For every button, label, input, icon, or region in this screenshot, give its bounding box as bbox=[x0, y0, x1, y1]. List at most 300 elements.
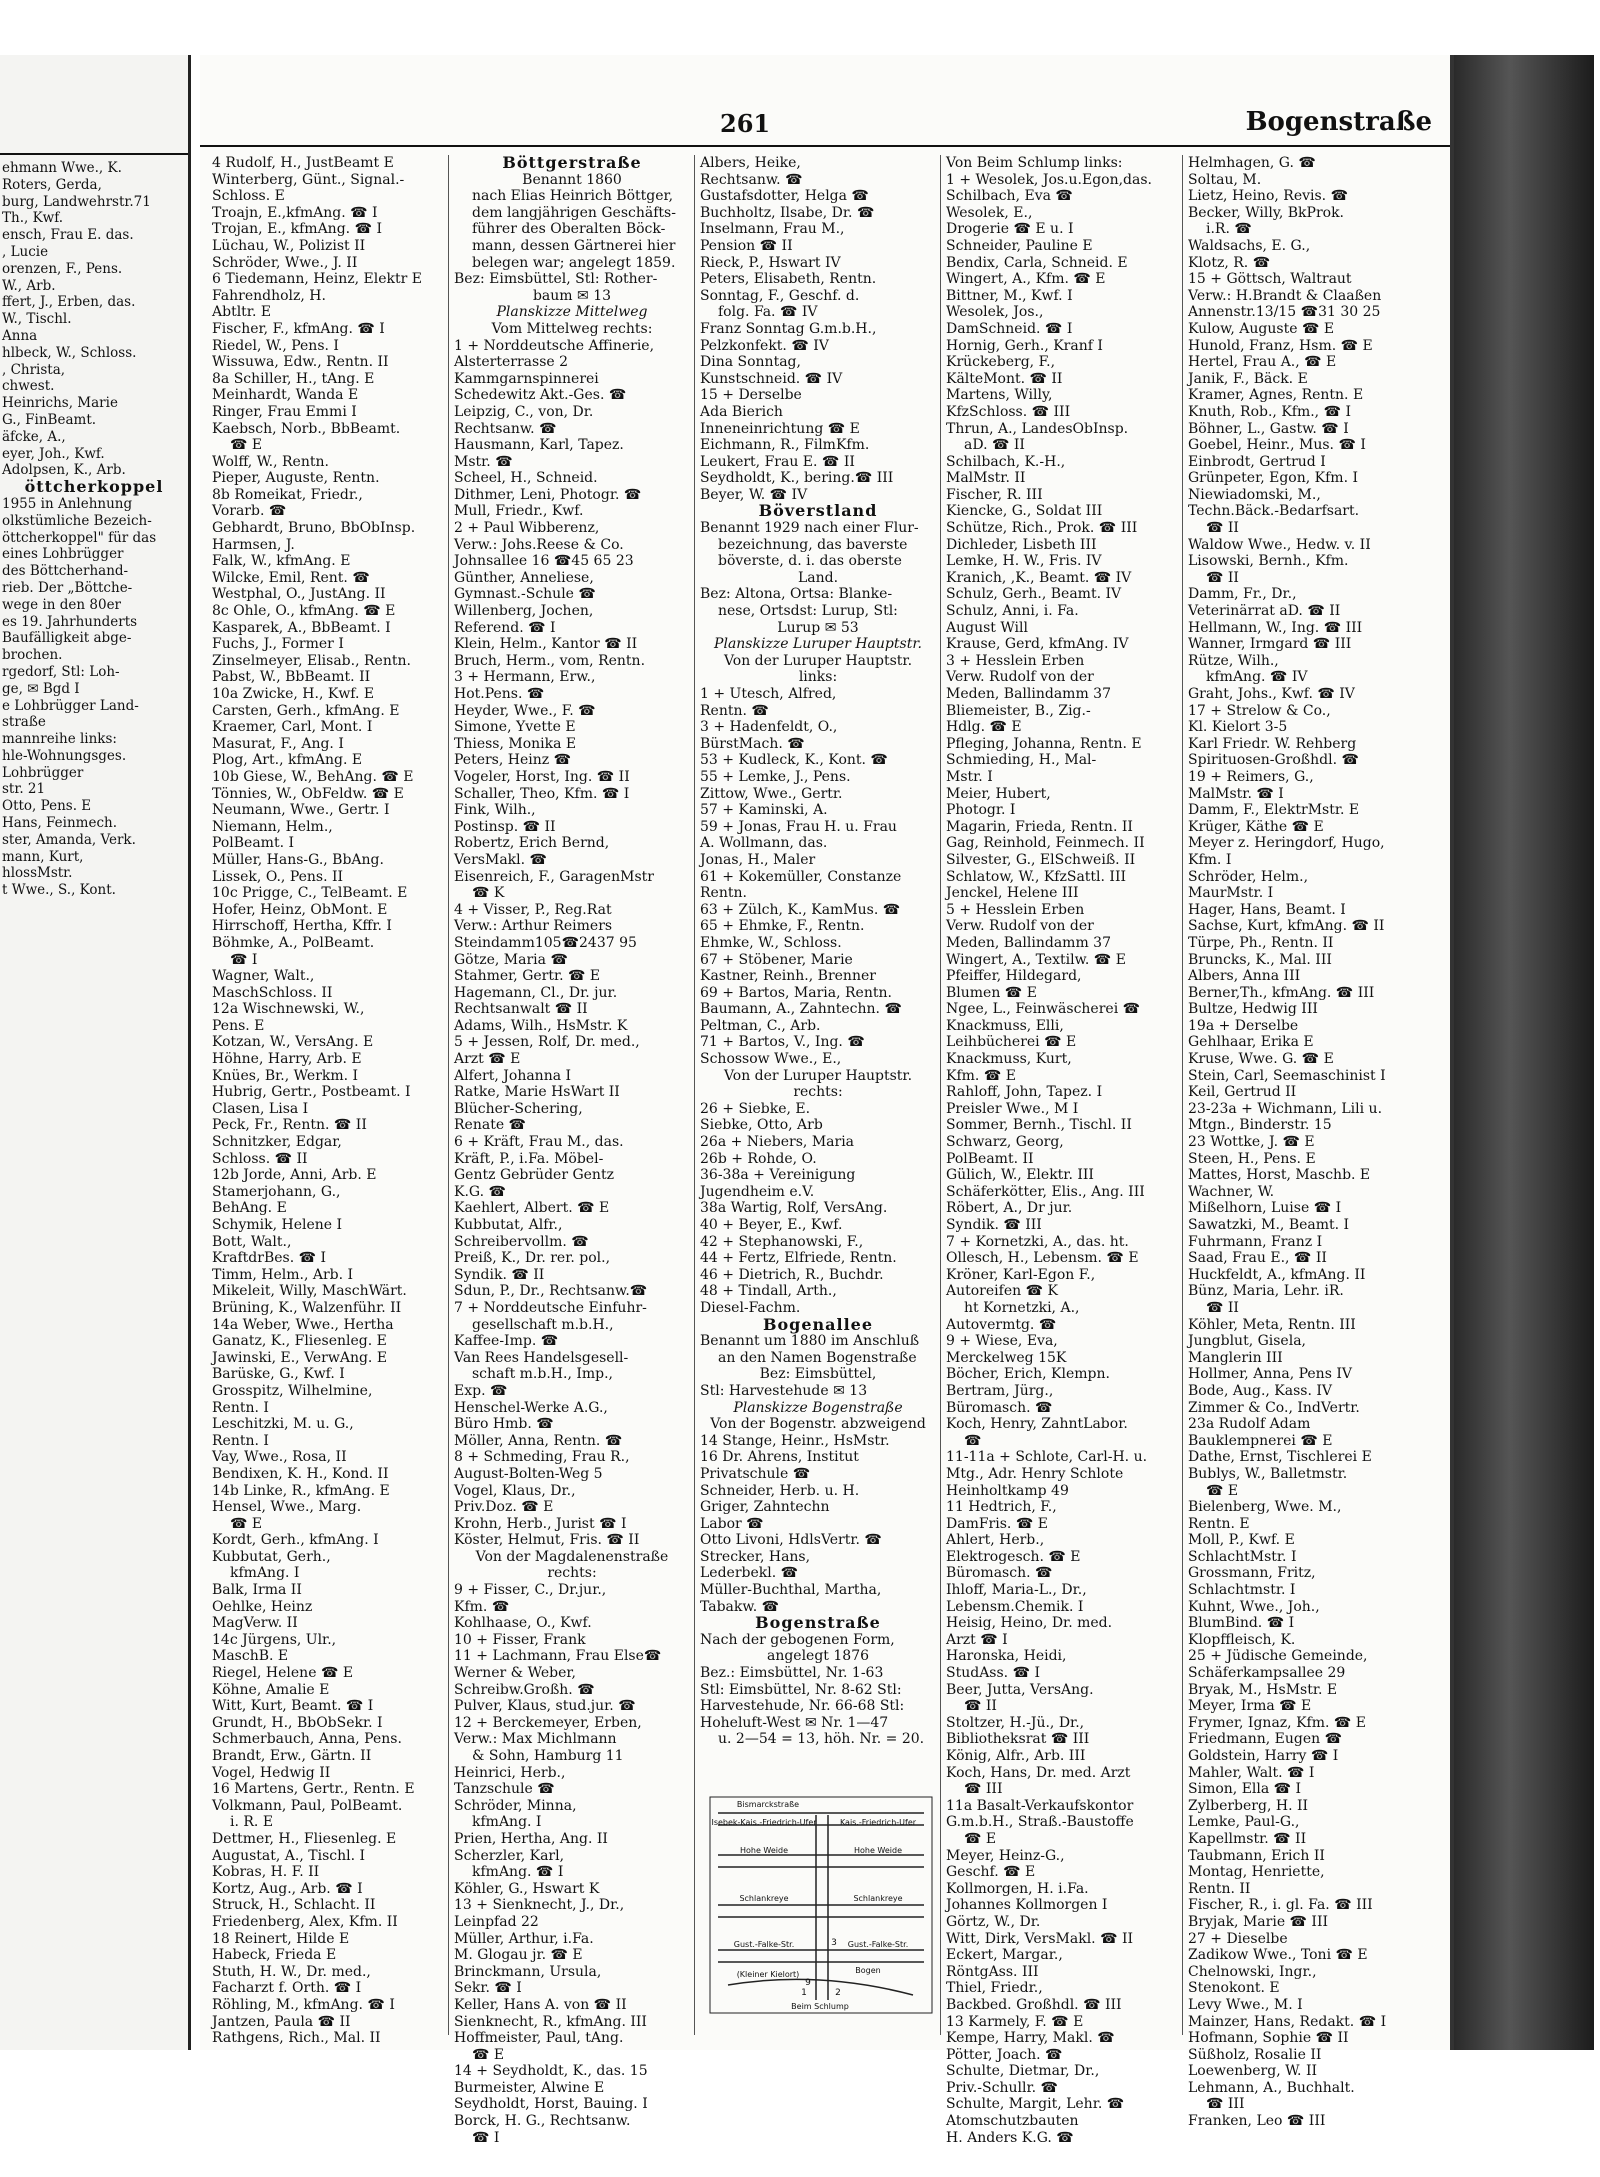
directory-entry: Meinhardt, Wanda E bbox=[212, 387, 359, 404]
directory-entry: Schröder, Minna, bbox=[454, 1797, 577, 1814]
directory-entry: Höhne, Harry, Arb. E bbox=[212, 1051, 362, 1068]
directory-entry: Knuth, Rob., Kfm., ☎ I bbox=[1188, 403, 1352, 420]
directory-entry: Peters, Heinz ☎ bbox=[454, 752, 572, 769]
directory-entry: Köhler, G., Hswart K bbox=[454, 1880, 600, 1897]
directory-entry: ☎ E bbox=[472, 2046, 505, 2063]
directory-entry: Wesolek, E., bbox=[946, 204, 1033, 221]
directory-entry: 11 + Lachmann, Frau Else☎ bbox=[454, 1648, 662, 1665]
directory-entry: eyer, Joh., Kwf. bbox=[2, 445, 105, 462]
directory-entry: Götze, Maria ☎ bbox=[454, 951, 568, 968]
directory-entry: August-Bolten-Weg 5 bbox=[454, 1465, 603, 1482]
directory-entry: Böhner, L., Gastw. ☎ I bbox=[1188, 420, 1349, 437]
directory-entry: Tabakw. ☎ bbox=[700, 1598, 780, 1615]
directory-entry: Schwarz, Georg, bbox=[946, 1134, 1064, 1151]
directory-entry: baum ✉ 13 bbox=[532, 287, 612, 304]
map-label: Kais.-Friedrich-Ufer bbox=[839, 1818, 917, 1827]
column-5 bbox=[1188, 155, 1440, 2130]
directory-entry: Meyer z. Heringdorf, Hugo, bbox=[1188, 835, 1385, 852]
directory-entry: 6 + Kräft, Frau M., das. bbox=[454, 1134, 624, 1151]
directory-entry: Balk, Irma II bbox=[212, 1582, 302, 1599]
directory-entry: Einbrodt, Gertrud I bbox=[1188, 453, 1326, 470]
directory-entry: Taubmann, Erich II bbox=[1188, 1847, 1325, 1864]
directory-entry: Krohn, Herb., Jurist ☎ I bbox=[454, 1515, 627, 1532]
directory-entry: Bultze, Hedwig III bbox=[1188, 1001, 1318, 1018]
directory-entry: DamFris. ☎ E bbox=[946, 1515, 1048, 1532]
directory-entry: Rathgens, Rich., Mal. II bbox=[212, 2030, 381, 2047]
directory-entry: kfmAng. ☎ IV bbox=[1206, 669, 1308, 686]
directory-entry: Thrun, A., LandesObInsp. bbox=[946, 420, 1129, 437]
directory-entry: Veterinärrat aD. ☎ II bbox=[1188, 603, 1341, 620]
directory-entry: 40 + Beyer, E., Kwf. bbox=[700, 1217, 843, 1233]
book-edge bbox=[1454, 55, 1594, 2050]
directory-entry: Schnitzker, Edgar, bbox=[212, 1134, 342, 1151]
directory-entry: 1 + Utesch, Alfred, bbox=[700, 686, 837, 702]
directory-entry: Struck, H., Schlacht. II bbox=[212, 1897, 376, 1914]
directory-entry: Gymnast.-Schule ☎ bbox=[454, 586, 596, 603]
directory-entry: Scherzler, Karl, bbox=[454, 1847, 565, 1864]
directory-entry: Fuhrmann, Franz I bbox=[1188, 1233, 1323, 1250]
directory-entry: 8b Romeikat, Friedr., bbox=[212, 486, 363, 503]
directory-entry: ☎ II bbox=[1206, 1299, 1239, 1316]
directory-entry: 11a Basalt-Verkaufskontor bbox=[946, 1797, 1134, 1814]
directory-entry: Troajn, E.,kfmAng. ☎ I bbox=[212, 204, 378, 221]
directory-entry: ☎ III bbox=[1206, 2096, 1245, 2113]
directory-entry: Klotz, R. ☎ bbox=[1188, 254, 1271, 271]
directory-entry: 6 Tiedemann, Heinz, Elektr E bbox=[212, 271, 422, 288]
directory-entry: des Böttcherhand- bbox=[2, 563, 129, 580]
directory-entry: Pension ☎ II bbox=[700, 237, 793, 254]
directory-entry: Martens, Willy, bbox=[946, 387, 1053, 404]
directory-entry: ☎ bbox=[964, 1432, 982, 1449]
directory-entry: Waldsachs, E. G., bbox=[1188, 237, 1311, 254]
directory-entry: Stuth, H. W., Dr. med., bbox=[212, 1963, 371, 1980]
directory-entry: Atomschutzbauten bbox=[946, 2113, 1079, 2130]
directory-entry: 48 + Tindall, Arth., bbox=[700, 1283, 837, 1300]
directory-page bbox=[200, 55, 1454, 2146]
directory-entry: KälteMont. ☎ II bbox=[946, 370, 1063, 387]
directory-entry: Schmerbauch, Anna, Pens. bbox=[212, 1731, 402, 1748]
directory-entry: VersMakl. ☎ bbox=[454, 851, 547, 868]
directory-entry: Niemann, Helm., bbox=[212, 818, 333, 835]
directory-entry: Tönnies, W., ObFeldw. ☎ E bbox=[212, 785, 404, 802]
directory-entry: Kobras, H. F. II bbox=[212, 1864, 320, 1881]
directory-entry: Nach der gebogenen Form, bbox=[700, 1631, 895, 1648]
directory-entry: Leipzig, C., von, Dr. bbox=[454, 403, 594, 420]
map-label: Hohe Weide bbox=[739, 1846, 789, 1855]
directory-entry: Meden, Ballindamm 37 bbox=[946, 934, 1111, 951]
directory-entry: 27 + Dieselbe bbox=[1188, 1930, 1288, 1947]
directory-entry: Schäferkampsallee 29 bbox=[1188, 1665, 1346, 1682]
street-heading: Bogenstraße bbox=[755, 1613, 881, 1633]
directory-entry: 9 + Wiese, Eva, bbox=[946, 1333, 1058, 1350]
directory-entry: Harvestehude, Nr. 66-68 Stl: bbox=[700, 1698, 905, 1715]
directory-entry: Friedenberg, Alex, Kfm. II bbox=[212, 1913, 398, 1930]
directory-entry: Kfm. I bbox=[1188, 851, 1232, 868]
directory-entry: Eckert, Margar., bbox=[946, 1947, 1063, 1964]
directory-entry: Stenokont. E bbox=[1188, 1980, 1280, 1997]
directory-entry: Schröder, Wwe., J. II bbox=[212, 254, 358, 271]
directory-entry: Borck, H. G., Rechtsanw. bbox=[454, 2113, 631, 2130]
directory-entry: ☎ I bbox=[472, 2129, 500, 2146]
directory-entry: Werner & Weber, bbox=[454, 1665, 576, 1682]
directory-entry: 7 + Norddeutsche Einfuhr- bbox=[454, 1299, 647, 1316]
directory-entry: Vogel, Klaus, Dr., bbox=[454, 1482, 576, 1499]
directory-entry: Mtg., Adr. Henry Schlote bbox=[946, 1465, 1124, 1482]
directory-entry: Bibliotheksrat ☎ III bbox=[946, 1731, 1090, 1748]
directory-entry: Schymik, Helene I bbox=[212, 1217, 343, 1233]
directory-entry: Kotzan, W., VersAng. E bbox=[212, 1034, 374, 1051]
directory-entry: Friedmann, Eugen ☎ bbox=[1188, 1731, 1343, 1748]
directory-entry: Geschf. ☎ E bbox=[946, 1864, 1036, 1881]
directory-entry: Schütze, Rich., Prok. ☎ III bbox=[946, 520, 1138, 537]
directory-entry: Bielenberg, Wwe. M., bbox=[1188, 1499, 1342, 1516]
directory-entry: Dichleder, Lisbeth III bbox=[946, 536, 1097, 553]
directory-entry: Koch, Henry, ZahntLabor. bbox=[946, 1416, 1128, 1433]
directory-entry: 12 + Berckemeyer, Erben, bbox=[454, 1714, 642, 1731]
directory-entry: Böhmke, A., PolBeamt. bbox=[212, 934, 375, 951]
directory-entry: Büro Hmb. ☎ bbox=[454, 1416, 554, 1433]
directory-entry: Steindamm105☎2437 95 bbox=[454, 934, 637, 951]
left-page-rule bbox=[0, 153, 188, 155]
directory-entry: Adams, Wilh., HsMstr. K bbox=[454, 1017, 628, 1034]
directory-entry: Peltman, C., Arb. bbox=[700, 1017, 821, 1034]
directory-entry: Müller-Buchthal, Martha, bbox=[700, 1582, 882, 1599]
directory-entry: 15 + Derselbe bbox=[700, 387, 802, 404]
directory-entry: Vogeler, Horst, Ing. ☎ II bbox=[454, 768, 630, 785]
directory-entry: 8 + Schmeding, Frau R., bbox=[454, 1449, 630, 1466]
directory-entry: Witt, Dirk, VersMakl. ☎ II bbox=[946, 1930, 1134, 1947]
directory-entry: Knackmuss, Elli, bbox=[946, 1017, 1064, 1034]
column-divider bbox=[694, 155, 695, 2035]
directory-entry: 11 Hedtrich, F., bbox=[946, 1499, 1057, 1516]
directory-entry: 8c Ohle, O., kfmAng. ☎ E bbox=[212, 603, 396, 620]
directory-entry: hlossMstr. bbox=[2, 865, 73, 882]
directory-entry: Klein, Helm., Kantor ☎ II bbox=[454, 636, 638, 653]
directory-entry: 46 + Dietrich, R., Buchdr. bbox=[700, 1266, 884, 1283]
directory-entry: MalMstr. II bbox=[946, 470, 1026, 487]
directory-entry: rechts: bbox=[793, 1084, 843, 1101]
directory-entry: i. R. E bbox=[230, 1814, 274, 1831]
directory-entry: Manglerin III bbox=[1188, 1349, 1283, 1366]
directory-entry: Stamerjohann, G., bbox=[212, 1183, 341, 1200]
directory-entry: Burmeister, Alwine E bbox=[454, 2079, 605, 2096]
directory-entry: & Sohn, Hamburg 11 bbox=[472, 1748, 624, 1764]
directory-entry: 53 + Kudleck, K., Kont. ☎ bbox=[700, 752, 888, 769]
directory-entry: Huckfeldt, A., kfmAng. II bbox=[1188, 1266, 1366, 1283]
directory-entry: mannreihe links: bbox=[2, 731, 117, 748]
map-house-number: 1 bbox=[801, 1988, 807, 1998]
directory-entry: Rentn. ☎ bbox=[700, 702, 769, 719]
directory-entry: burg, Landwehrstr.71 bbox=[2, 193, 151, 210]
directory-entry: Von der Luruper Hauptstr. bbox=[723, 1067, 913, 1084]
directory-entry: Keil, Gertrud II bbox=[1188, 1084, 1297, 1101]
directory-entry: RöntgAss. III bbox=[946, 1963, 1039, 1980]
directory-entry: Schlatow, W., KfzSattl. III bbox=[946, 868, 1127, 885]
directory-entry: Knackmuss, Kurt, bbox=[946, 1051, 1072, 1068]
directory-entry: schaft m.b.H., Imp., bbox=[472, 1366, 614, 1383]
directory-entry: 14b Linke, R., kfmAng. E bbox=[212, 1482, 390, 1499]
directory-entry: Heinholtkamp 49 bbox=[946, 1482, 1069, 1499]
directory-entry: Ringer, Frau Emmi I bbox=[212, 403, 357, 420]
directory-entry: Chelnowski, Ingr., bbox=[1188, 1963, 1317, 1980]
directory-entry: Dettmer, H., Fliesenleg. E bbox=[212, 1830, 397, 1847]
directory-entry: Kuhnt, Wwe., Joh., bbox=[1188, 1598, 1320, 1615]
directory-entry: Franz Sonntag G.m.b.H., bbox=[700, 320, 877, 337]
directory-entry: u. 2—54 = 13, höh. Nr. = 20. bbox=[718, 1731, 925, 1748]
directory-entry: 23-23a + Wichmann, Lili u. bbox=[1188, 1100, 1383, 1117]
street-heading: Böverstland bbox=[758, 501, 878, 521]
directory-entry: Büromasch. ☎ bbox=[946, 1399, 1053, 1416]
directory-entry: Silvester, G., ElSchweiß. II bbox=[946, 851, 1136, 868]
directory-entry: Henschel-Werke A.G., bbox=[454, 1399, 608, 1416]
directory-entry: orenzen, F., Pens. bbox=[2, 260, 123, 277]
directory-entry: Rütze, Wilh., bbox=[1188, 652, 1279, 669]
directory-entry: Labor ☎ bbox=[700, 1515, 764, 1532]
directory-entry: G., FinBeamt. bbox=[2, 411, 97, 428]
directory-entry: Leihbücherei ☎ E bbox=[946, 1034, 1077, 1051]
directory-entry: gesellschaft m.b.H., bbox=[472, 1316, 614, 1333]
directory-entry: Rentn. I bbox=[212, 1399, 269, 1416]
directory-entry: Knües, Br., Werkm. I bbox=[212, 1067, 359, 1084]
directory-entry: Schloss. E bbox=[212, 188, 285, 205]
directory-entry: Sienknecht, R., kfmAng. III bbox=[454, 2013, 647, 2030]
directory-entry: M. Glogau jr. ☎ E bbox=[454, 1947, 583, 1964]
directory-entry: an den Namen Bogenstraße bbox=[718, 1349, 917, 1366]
directory-entry: Kunstschneid. ☎ IV bbox=[700, 370, 843, 387]
directory-entry: 10c Prigge, C., TelBeamt. E bbox=[212, 885, 408, 902]
directory-entry: Masurat, F., Ang. I bbox=[212, 735, 344, 752]
directory-entry: Bruch, Herm., vom, Rentn. bbox=[454, 652, 646, 669]
directory-entry: Bez: Altona, Ortsa: Blanke- bbox=[700, 586, 893, 603]
directory-entry: Rechtsanwalt ☎ II bbox=[454, 1001, 588, 1018]
directory-entry: Pelzkonfekt. ☎ IV bbox=[700, 337, 829, 354]
directory-entry: Eichmann, R., FilmKfm. bbox=[700, 437, 870, 454]
directory-entry: Mstr. I bbox=[946, 768, 993, 785]
directory-entry: kfmAng. I bbox=[230, 1565, 300, 1582]
directory-entry: straße bbox=[2, 714, 46, 731]
directory-entry: , Christa, bbox=[2, 361, 66, 378]
directory-entry: Simone, Yvette E bbox=[454, 719, 576, 736]
directory-entry: Heinrici, Herb., bbox=[454, 1764, 566, 1781]
directory-entry: Pfeiffer, Hildegard, bbox=[946, 968, 1082, 985]
directory-entry: Thiess, Monika E bbox=[454, 735, 577, 752]
directory-entry: Gehlhaar, Erika E bbox=[1188, 1034, 1314, 1051]
directory-entry: ge, ✉ Bgd I bbox=[2, 680, 80, 697]
directory-entry: 3 + Hermann, Erw., bbox=[454, 669, 596, 686]
directory-entry: aD. ☎ II bbox=[964, 437, 1025, 454]
directory-entry: Schloss. ☎ II bbox=[212, 1150, 308, 1167]
directory-entry: Stahmer, Gertr. ☎ E bbox=[454, 968, 601, 985]
directory-entry: angelegt 1876 bbox=[766, 1648, 870, 1665]
directory-entry: BürstMach. ☎ bbox=[700, 735, 805, 752]
directory-entry: Krückeberg, F., bbox=[946, 354, 1056, 371]
directory-entry: ensch, Frau E. das. bbox=[2, 227, 134, 244]
directory-entry: Hagemann, Cl., Dr. jur. bbox=[454, 984, 618, 1001]
page-title: Bogenstraße bbox=[1245, 107, 1432, 137]
directory-entry: 4 + Visser, P., Reg.Rat bbox=[454, 901, 612, 918]
directory-entry: Exp. ☎ bbox=[454, 1382, 508, 1399]
directory-entry: Diesel-Fachm. bbox=[700, 1299, 801, 1316]
directory-entry: MalMstr. ☎ I bbox=[1188, 785, 1284, 802]
directory-entry: ☎ E bbox=[1206, 1482, 1239, 1499]
directory-entry: W., Arb. bbox=[2, 277, 56, 294]
directory-entry: Hoffmeister, Paul, tAng. bbox=[454, 2030, 624, 2047]
directory-entry: Franken, Leo ☎ III bbox=[1188, 2113, 1326, 2130]
directory-entry: Von Beim Schlump links: bbox=[946, 155, 1123, 171]
directory-entry: Dathe, Ernst, Tischlerei E bbox=[1188, 1449, 1372, 1466]
directory-entry: Sachse, Kurt, kfmAng. ☎ II bbox=[1188, 918, 1385, 935]
directory-entry: 44 + Fertz, Elfriede, Rentn. bbox=[700, 1250, 897, 1267]
directory-entry: MaurMstr. I bbox=[1188, 885, 1274, 902]
directory-entry: rechts: bbox=[547, 1565, 597, 1582]
directory-entry: Schäferkötter, Elis., Ang. III bbox=[946, 1183, 1145, 1200]
directory-entry: Frymer, Ignaz, Kfm. ☎ E bbox=[1188, 1714, 1366, 1731]
directory-entry: Benannt 1929 nach einer Flur- bbox=[700, 520, 919, 537]
directory-entry: 38a Wartig, Rolf, VersAng. bbox=[700, 1200, 888, 1217]
directory-entry: böverste, d. i. das oberste bbox=[718, 553, 902, 570]
directory-entry: 2 + Paul Wibberenz, bbox=[454, 520, 600, 537]
directory-entry: Kröner, Karl-Egon F., bbox=[946, 1266, 1096, 1283]
directory-entry: Verw.: Max Michlmann bbox=[454, 1731, 617, 1748]
directory-entry: Ahlert, Herb., bbox=[946, 1532, 1045, 1549]
directory-entry: BlumBind. ☎ I bbox=[1188, 1615, 1295, 1632]
directory-entry: Mainzer, Hans, Redakt. ☎ I bbox=[1188, 2013, 1387, 2030]
directory-entry: Arzt ☎ E bbox=[454, 1051, 521, 1068]
directory-entry: Haronska, Heidi, bbox=[946, 1648, 1067, 1665]
directory-entry: Schulte, Margit, Lehr. ☎ bbox=[946, 2096, 1125, 2113]
directory-entry: Goebel, Heinr., Mus. ☎ I bbox=[1188, 437, 1366, 454]
directory-entry: Augustat, A., Tischl. I bbox=[212, 1847, 366, 1864]
directory-entry: Leinpfad 22 bbox=[454, 1913, 539, 1930]
directory-entry: Ngee, L., Feinwäscherei ☎ bbox=[946, 1001, 1141, 1018]
column-divider bbox=[940, 155, 941, 2035]
directory-entry: 63 + Zülch, K., KamMus. ☎ bbox=[700, 901, 901, 918]
directory-entry: ffert, J., Erben, das. bbox=[2, 294, 136, 311]
directory-entry: Lissek, O., Pens. II bbox=[212, 868, 344, 885]
directory-entry: führer des Oberalten Böck- bbox=[472, 221, 666, 238]
directory-entry: Rechtsanw. ☎ bbox=[700, 171, 803, 188]
directory-entry: Fink, Wilh., bbox=[454, 802, 536, 819]
directory-entry: Helmhagen, G. ☎ bbox=[1188, 155, 1316, 171]
directory-entry: Montag, Henriette, bbox=[1188, 1864, 1325, 1881]
directory-entry: Roters, Gerda, bbox=[2, 176, 102, 193]
directory-entry: MagVerw. II bbox=[212, 1615, 298, 1632]
directory-entry: wege in den 80er bbox=[2, 596, 122, 613]
directory-entry: König, Alfr., Arb. III bbox=[946, 1748, 1086, 1764]
directory-entry: Brinckmann, Ursula, bbox=[454, 1963, 602, 1980]
map-house-number: 2 bbox=[835, 1988, 841, 1998]
directory-entry: 15 + Göttsch, Waltraut bbox=[1188, 271, 1352, 288]
directory-entry: Thiel, Friedr., bbox=[946, 1980, 1043, 1997]
directory-entry: Preiß, K., Dr. rer. pol., bbox=[454, 1250, 611, 1267]
directory-entry: str. 21 bbox=[2, 781, 46, 798]
directory-entry: Loewenberg, W. II bbox=[1188, 2063, 1318, 2080]
directory-entry: Schmieding, H., Mal- bbox=[946, 752, 1097, 769]
directory-entry: Ollesch, H., Lebensm. ☎ E bbox=[946, 1250, 1139, 1267]
directory-entry: Westphal, O., JustAng. II bbox=[212, 586, 386, 603]
directory-entry: dem langjährigen Geschäfts- bbox=[472, 204, 676, 221]
directory-entry: Heyder, Wwe., F. ☎ bbox=[454, 702, 596, 719]
directory-entry: Arzt ☎ I bbox=[946, 1631, 1008, 1648]
directory-entry: Hoheluft-West ✉ Nr. 1—47 bbox=[700, 1714, 889, 1731]
directory-entry: Hornig, Gerh., Kranf I bbox=[946, 337, 1103, 354]
directory-entry: Brandt, Erw., Gärtn. II bbox=[212, 1748, 372, 1764]
directory-entry: Verw.: Arthur Reimers bbox=[454, 918, 613, 935]
directory-entry: Planskizze Mittelweg bbox=[496, 304, 648, 321]
directory-entry: chwest. bbox=[2, 378, 55, 395]
directory-entry: ehmann Wwe., K. bbox=[2, 160, 122, 176]
directory-entry: 67 + Stöbener, Marie bbox=[700, 951, 853, 968]
directory-entry: bezeichnung, das baverste bbox=[718, 536, 908, 553]
directory-entry: es 19. Jahrhunderts bbox=[2, 613, 138, 630]
directory-entry: Dithmer, Leni, Photogr. ☎ bbox=[454, 486, 642, 503]
directory-entry: Inselmann, Frau M., bbox=[700, 221, 845, 238]
directory-entry: Heinrichs, Marie bbox=[2, 395, 118, 412]
directory-entry: 19a + Derselbe bbox=[1188, 1017, 1299, 1034]
directory-entry: Wanner, Irmgard ☎ III bbox=[1188, 636, 1352, 653]
directory-entry: Schneider, Herb. u. H. bbox=[700, 1482, 860, 1499]
directory-entry: Albers, Anna III bbox=[1188, 968, 1301, 985]
directory-entry: Kollmorgen, H. i.Fa. bbox=[946, 1880, 1089, 1897]
directory-entry: Inneneinrichtung ☎ E bbox=[700, 420, 860, 437]
directory-entry: 1 + Wesolek, Jos.u.Egon,das. bbox=[946, 171, 1152, 188]
directory-entry: 11-11a + Schlote, Carl-H. u. bbox=[946, 1449, 1148, 1466]
directory-entry: Lebensm.Chemik. I bbox=[946, 1598, 1084, 1615]
column-divider bbox=[448, 155, 449, 2035]
directory-entry: Schedewitz Akt.-Ges. ☎ bbox=[454, 387, 627, 404]
directory-entry: Leukert, Frau E. ☎ II bbox=[700, 453, 855, 470]
directory-entry: Kaebsch, Norb., BbBeamt. bbox=[212, 420, 401, 437]
directory-entry: Soltau, M. bbox=[1188, 171, 1262, 188]
directory-entry: Zadikow Wwe., Toni ☎ E bbox=[1188, 1947, 1368, 1964]
directory-entry: 14a Weber, Wwe., Hertha bbox=[212, 1316, 394, 1333]
column-4 bbox=[946, 155, 1178, 2146]
directory-entry: Jawinski, E., VerwAng. E bbox=[212, 1349, 388, 1366]
directory-entry: 59 + Jonas, Frau H. u. Frau bbox=[700, 818, 897, 835]
directory-entry: Müller, Hans-G., BbAng. bbox=[212, 851, 384, 868]
directory-entry: rieb. Der „Böttche- bbox=[2, 579, 133, 596]
directory-entry: Kraemer, Carl, Mont. I bbox=[212, 719, 373, 736]
directory-entry: 13 Karmely, F. ☎ E bbox=[946, 2013, 1084, 2030]
directory-entry: Fahrendholz, H. bbox=[212, 287, 326, 304]
directory-entry: i.R. ☎ bbox=[1206, 221, 1252, 238]
directory-entry: Kramer, Agnes, Rentn. E bbox=[1188, 387, 1364, 404]
directory-entry: Neumann, Wwe., Gertr. I bbox=[212, 802, 390, 819]
directory-entry: Becker, Willy, BkProk. bbox=[1188, 204, 1345, 221]
directory-entry: Preisler Wwe., M I bbox=[946, 1100, 1079, 1117]
directory-entry: Pulver, Klaus, stud.jur. ☎ bbox=[454, 1698, 636, 1715]
directory-entry: Renate ☎ bbox=[454, 1117, 526, 1134]
directory-entry: Schilbach, K.-H., bbox=[946, 453, 1066, 470]
directory-entry: Beer, Jutta, VersAng. bbox=[946, 1681, 1094, 1698]
directory-entry: Kruse, Wwe. G. ☎ E bbox=[1188, 1051, 1334, 1068]
directory-entry: Pötter, Joach. ☎ bbox=[946, 2046, 1063, 2063]
directory-entry: Photogr. I bbox=[946, 802, 1016, 819]
directory-entry: Willenberg, Jochen, bbox=[454, 603, 594, 620]
directory-entry: ☎ E bbox=[230, 437, 263, 454]
directory-entry: Planskizze Luruper Hauptstr. bbox=[714, 636, 922, 653]
directory-entry: Th., Kwf. bbox=[2, 210, 64, 227]
directory-entry: Leschitzki, M. u. G., bbox=[212, 1416, 354, 1433]
directory-entry: 61 + Kokemüller, Constanze bbox=[700, 868, 902, 885]
directory-entry: t Wwe., S., Kont. bbox=[2, 882, 116, 899]
directory-entry: ☎ II bbox=[964, 1698, 997, 1715]
directory-entry: Falk, W., kfmAng. E bbox=[212, 553, 351, 570]
directory-entry: Wesolek, Jos., bbox=[946, 304, 1044, 321]
directory-entry: 16 Dr. Ahrens, Institut bbox=[700, 1449, 859, 1466]
directory-entry: Seydholdt, Horst, Bauing. I bbox=[454, 2096, 648, 2113]
directory-entry: Robertz, Erich Bernd, bbox=[454, 835, 610, 852]
